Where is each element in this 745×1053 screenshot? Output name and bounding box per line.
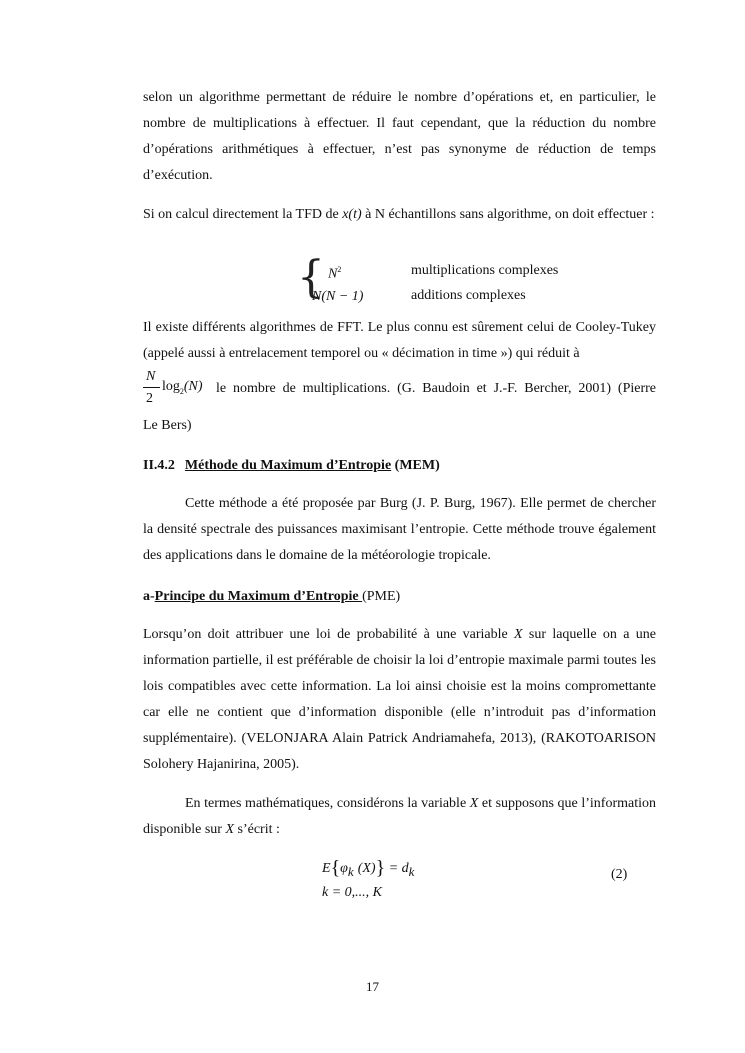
fraction-bar — [143, 387, 160, 388]
fraction-numerator: N — [146, 369, 156, 384]
math-n-n-minus-1: N(N − 1) — [312, 289, 364, 304]
paragraph-tfd — [143, 202, 656, 228]
equation-2: $E\{\varphi_k$ $(X)\} = d_k$ — [322, 857, 415, 879]
math-x: X — [514, 627, 523, 642]
row2-label: additions complexes — [411, 288, 526, 303]
math-x-1: X — [469, 796, 479, 811]
page-number: 17 — [366, 979, 379, 994]
principle-text-b: sur laquelle on a une information partielle, il est préférable de choisir la loi d’entropie maximale parmi toutes les lois compatibles avec cette information. La loi ainsi choisie est la moins compromettante car elle ne contient que d’information disponible (elle n’introduit pas d’information supplémentaire). (VELONJARA Alain Patrick Andriamahefa, 2013), (RAKOTOARISON Solohery Hajanirina, 2005). — [143, 627, 656, 772]
tfd-text-b: à N échantillons sans algorithme, on doit effectuer : — [361, 207, 655, 222]
equation-2-range: k = 0,..., K — [322, 885, 382, 900]
section-suffix: (MEM) — [391, 458, 440, 473]
paragraph-cooley-tukey: Il existe différents algorithmes de FFT. Le plus connu est sûrement celui de Cooley-Tukey (appelé aussi à entrelacement temporel ou « décimation in time ») qui réduit à — [143, 320, 656, 361]
fraction-denominator: 2 — [146, 391, 153, 406]
subheading-pme: a-Principe du Maximum d’Entropie (PME) — [143, 589, 401, 604]
paragraph-burg: Cette méthode a été proposée par Burg (J. P. Burg, 1967). Elle permet de chercher la densité spectrale des puissances maximisant l’entropie. Cette méthode trouve également des applications dans le domaine de la météorologie tropicale. — [143, 496, 656, 563]
row1-label: multiplications complexes — [411, 263, 559, 278]
principle-text-a: Lorsqu’on doit attribuer une loi de probabilité à une variable — [143, 627, 515, 642]
section-heading — [143, 458, 440, 474]
section-title: Méthode du Maximum d’Entropie — [184, 458, 392, 473]
equation-label: (2) — [611, 867, 628, 882]
tfd-text-a: Si on calcul directement la TFD de — [143, 207, 343, 222]
math-n-squared: $N^2$ — [328, 265, 342, 282]
math-xt: x(t) — [342, 207, 362, 222]
section-number: II.4.2 — [143, 458, 175, 473]
cooley-tukey-last-line: Le Bers) — [143, 418, 192, 433]
paragraph-mathematical-terms: En termes mathématiques, considérons la variable X et supposons que l’information disponible sur X s’écrit : — [143, 796, 656, 837]
math-x-2: X — [225, 822, 235, 837]
log-expression: $\log_2(N)$ — [162, 379, 203, 396]
paragraph-principle — [143, 622, 656, 778]
cooley-tukey-tail: le nombre de multiplications. (G. Baudoin et J.-F. Bercher, 2001) (Pierre — [216, 381, 656, 396]
paragraph-fft-intro: selon un algorithme permettant de réduire le nombre d’opérations et, en particulier, le nombre de multiplications à effectuer. Il faut cependant, que la réduction du nombre d’opérations arithmétiques à effectuer, n’est pas synonyme de réduction de temps d’exécution. — [143, 90, 656, 183]
left-brace: { — [297, 252, 325, 303]
